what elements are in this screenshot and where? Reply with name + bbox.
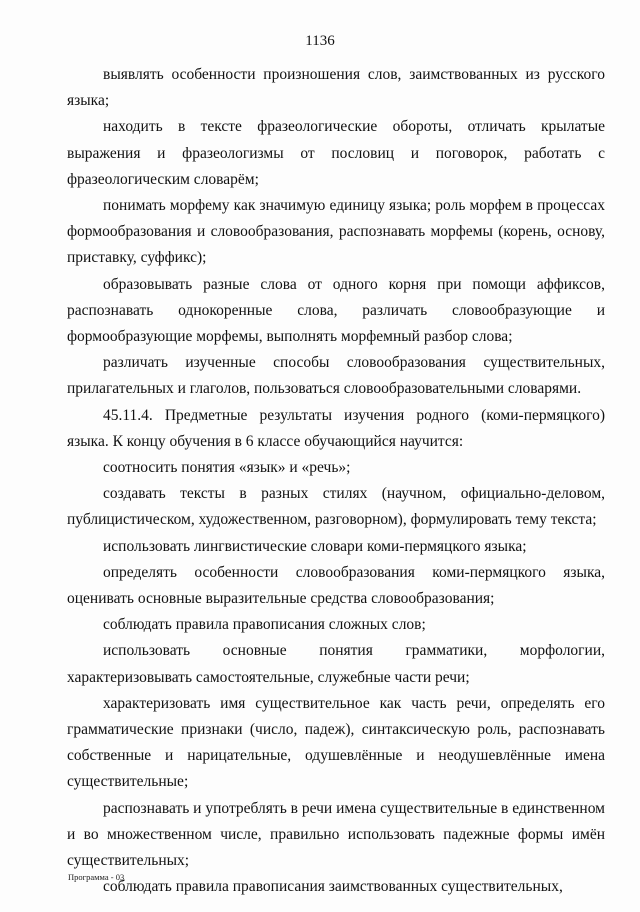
paragraph: создавать тексты в разных стилях (научном, официально-деловом, публицистическом, художественном, разговорном), формулировать тему текста;	[67, 485, 605, 529]
paragraph: определять особенности словообразования коми-пермяцкого языка, оценивать основные выразительные средства словообразования;	[67, 563, 605, 608]
paragraph: выявлять особенности произношения слов, заимствованных из русского языка;	[67, 66, 605, 110]
paragraph: характеризовать имя существительное как часть речи, определять его грамматические признаки (число, падеж), синтаксическую роль, распознавать собственные и нарицательные, одушевлённые и неодушевлённые имена существительные;	[67, 694, 605, 791]
paragraph: использовать основные понятия грамматики, морфологии, характеризовывать самостоятельные, служебные части речи;	[67, 642, 605, 686]
paragraph: использовать лингвистические словари коми-пермяцкого языка;	[103, 537, 527, 555]
body-text	[67, 62, 605, 901]
paragraph: распознавать и употреблять в речи имена существительные в единственном и во множественном числе, правильно использовать падежные формы имён существительных;	[67, 799, 605, 870]
paragraph: соблюдать правила правописания заимствованных существительных,	[103, 878, 563, 896]
paragraph: соотносить понятия «язык» и «речь»;	[103, 459, 351, 477]
paragraph: образовывать разные слова от одного корня при помощи аффиксов, распознавать однокоренные слова, различать словообразующие и формообразующие морфемы, выполнять морфемный разбор слова;	[67, 275, 605, 346]
paragraph: соблюдать правила правописания сложных слов;	[103, 616, 426, 634]
paragraph: различать изученные способы словообразования существительных, прилагательных и глаголов, пользоваться словообразовательными словарями.	[67, 354, 605, 398]
paragraph: находить в тексте фразеологические обороты, отличать крылатые выражения и фразеологизмы от пословиц и поговорок, работать с фразеологическим словарём;	[67, 118, 605, 188]
section-paragraph: 45.11.4. Предметные результаты изучения родного (коми-пермяцкого) языка. К концу обучения в 6 классе обучающийся научится:	[67, 406, 605, 450]
paragraph: понимать морфему как значимую единицу языка; роль морфем в процессах формообразования и словообразования, распознавать морфемы (корень, основу, приставку, суффикс);	[67, 197, 605, 267]
footer-label: Программа - 03	[68, 872, 125, 882]
page-number: 1136	[305, 33, 335, 49]
